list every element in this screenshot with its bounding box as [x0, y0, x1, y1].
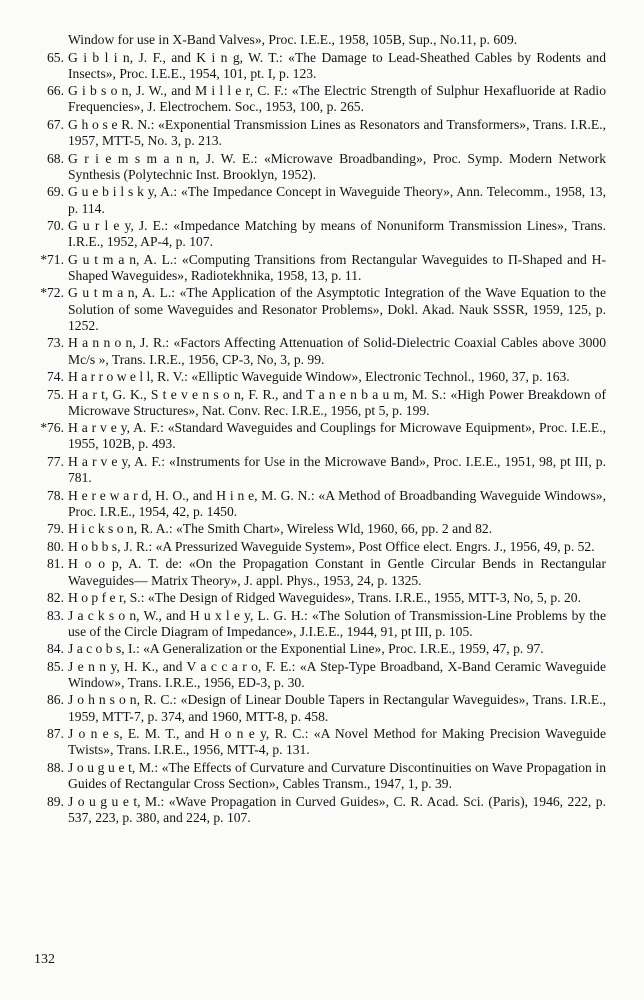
reference-text: H o p f e r, S.: «The Design of Ridged Waveguides», Trans. I.R.E., 1955, MTT-3, No, 5, p. 20.	[68, 590, 582, 606]
reference-number: 70.	[47, 218, 64, 234]
reference-item	[38, 726, 606, 758]
reference-item	[38, 539, 606, 555]
reference-number: 65.	[47, 49, 64, 65]
reference-item	[38, 184, 606, 216]
page-number: 132	[34, 952, 55, 967]
reference-text: H i c k s o n, R. A.: «The Smith Chart», Wireless Wld, 1960, 66, pp. 2 and 82.	[68, 521, 493, 537]
reference-item	[38, 218, 606, 250]
reference-item	[38, 521, 606, 537]
reference-text: J o n e s, E. M. T., and H o n e y, R. C.: «A Novel Method for Making Precision Waveguide Twists», Trans. I.R.E., 1956, MTT-4, p. 131.	[68, 726, 606, 758]
reference-item	[38, 83, 606, 115]
reference-number: 80.	[47, 538, 64, 554]
reference-number: 78.	[47, 487, 64, 503]
reference-text: J o u g u e t, M.: «Wave Propagation in Curved Guides», C. R. Acad. Sci. (Paris), 1946, 222, p. 537, 223, p. 380, and 224, p. 107.	[68, 793, 606, 825]
reference-item	[38, 335, 606, 367]
reference-text: G u t m a n, A. L.: «Computing Transitions from Rectangular Waveguides to П-Shaped and H-Shaped Waveguides», Radiotekhnika, 1958, 13, p. 11.	[68, 251, 606, 283]
reference-item	[38, 32, 606, 48]
reference-item	[38, 369, 606, 385]
reference-text: J o h n s o n, R. C.: «Design of Linear Double Tapers in Rectangular Waveguides», Trans. I.R.E., 1959, MTT-7, p. 374, and 1960, MTT-8, p. 458.	[68, 692, 606, 724]
reference-text: Window for use in X-Band Valves», Proc. I.E.E., 1958, 105B, Sup., No.11, p. 609.	[68, 32, 518, 47]
reference-number: 81.	[47, 556, 64, 572]
reference-text: G u r l e y, J. E.: «Impedance Matching by means of Nonuniform Transmission Lines», Trans. I.R.E., 1952, AP-4, p. 107.	[68, 218, 606, 250]
reference-number: 79.	[47, 521, 64, 537]
reference-text: H a r v e y, A. F.: «Instruments for Use in the Microwave Band», Proc. I.E.E., 1951, 98, pt III, p. 781.	[68, 453, 606, 486]
reference-item	[38, 252, 606, 284]
reference-item	[38, 488, 606, 520]
reference-text: J a c k s o n, W., and H u x l e y, L. G. H.: «The Solution of Transmission-Line Problems by the use of the Circle Diagram of Impedance», J.I.E.E., 1944, 91, pt III, p. 105.	[68, 607, 606, 639]
reference-text: H e r e w a r d, H. O., and H i n e, M. G. N.: «A Method of Broadbanding Waveguide Windows», Proc. I.R.E., 1954, 42, p. 1450.	[68, 487, 606, 519]
reference-number: 86.	[47, 692, 64, 708]
reference-text: J e n n y, H. K., and V a c c a r o, F. E.: «A Step-Type Broadband, X-Band Ceramic Waveguide Window», Trans. I.R.E., 1956, ED-3, p. 30.	[68, 658, 606, 690]
reference-number: 66.	[47, 83, 64, 99]
reference-number: 82.	[47, 590, 64, 606]
reference-item	[38, 387, 606, 419]
reference-text: G h o s e R. N.: «Exponential Transmission Lines as Resonators and Transformers», Trans. I.R.E., 1957, MTT-5, No. 3, p. 213.	[68, 116, 606, 149]
reference-item	[38, 454, 606, 486]
reference-number: *71.	[40, 251, 64, 267]
reference-text: G i b l i n, J. F., and K i n g, W. T.: «The Damage to Lead-Sheathed Cables by Rodents and Insects», Proc. I.E.E., 1954, 101, pt. I, p. 123.	[68, 49, 606, 81]
reference-item	[38, 556, 606, 588]
reference-number: 87.	[47, 726, 64, 742]
reference-number: 84.	[47, 641, 64, 657]
reference-text: H a r t, G. K., S t e v e n s o n, F. R., and T a n e n b a u m, M. S.: «High Power Breakdown of Microwave Structures», Nat. Conv. Rec. I.R.E., 1956, pt 5, p. 199.	[68, 386, 606, 418]
reference-item	[38, 50, 606, 82]
reference-item	[38, 151, 606, 183]
reference-text: G r i e m s m a n n, J. W. E.: «Microwave Broadbanding», Proc. Symp. Modern Network Synthesis (Polytechnic Inst. Brooklyn, 1952).	[68, 150, 606, 182]
reference-text: H o o p, A. T. de: «On the Propagation Constant in Gentle Circular Bends in Rectangular Waveguides— Matrix Theory», J. appl. Phys., 1953, 24, p. 1325.	[68, 556, 606, 588]
reference-item	[38, 794, 606, 826]
reference-number: 83.	[47, 607, 64, 623]
reference-number: *76.	[40, 420, 64, 436]
reference-item	[38, 760, 606, 792]
reference-number: 68.	[47, 150, 64, 166]
reference-number: 85.	[47, 658, 64, 674]
reference-text: J o u g u e t, M.: «The Effects of Curvature and Curvature Discontinuities on Wave Propagation in Guides of Rectangular Cross Section», Cables Transm., 1947, 1, p. 39.	[68, 759, 606, 792]
reference-item	[38, 692, 606, 724]
reference-number: 88.	[47, 759, 64, 775]
reference-item	[38, 285, 606, 334]
reference-text: H o b b s, J. R.: «A Pressurized Waveguide System», Post Office elect. Engrs. J., 1956, 49, p. 52.	[68, 538, 595, 554]
reference-number: 67.	[47, 116, 64, 132]
reference-number: *72.	[40, 285, 64, 301]
reference-text: H a r v e y, A. F.: «Standard Waveguides and Couplings for Microwave Equipment», Proc. I.E.E., 1955, 102B, p. 493.	[68, 420, 606, 452]
reference-text: H a n n o n, J. R.: «Factors Affecting Attenuation of Solid-Dielectric Coaxial Cables above 3000 Mc/s », Trans. I.R.E., 1956, CP-3, No, 3, p. 99.	[68, 335, 606, 367]
reference-number: 74.	[47, 369, 64, 385]
reference-item	[38, 641, 606, 657]
reference-item	[38, 608, 606, 640]
reference-number: 73.	[47, 335, 64, 351]
reference-item	[38, 420, 606, 452]
reference-list	[38, 32, 606, 826]
reference-item	[38, 117, 606, 149]
reference-item	[38, 659, 606, 691]
reference-text: H a r r o w e l l, R. V.: «Elliptic Waveguide Window», Electronic Technol., 1960, 37, p. 163.	[68, 369, 570, 385]
reference-text: J a c o b s, I.: «A Generalization or the Exponential Line», Proc. I.R.E., 1959, 47, p. 97.	[68, 641, 544, 657]
reference-text: G u e b i l s k y, A.: «The Impedance Concept in Waveguide Theory», Ann. Telecomm., 1958, 13, p. 114.	[68, 184, 606, 216]
reference-text: G u t m a n, A. L.: «The Application of the Asymptotic Integration of the Wave Equation to the Solution of some Waveguides and Resonator Problems», Dokl. Akad. Nauk SSSR, 1959, 125, p. 1252.	[68, 285, 606, 333]
reference-text: G i b s o n, J. W., and M i l l e r, C. F.: «The Electric Strength of Sulphur Hexafluoride at Radio Frequencies», J. Electrochem. Soc., 1953, 100, p. 265.	[68, 83, 606, 115]
reference-number: 77.	[47, 453, 64, 469]
reference-item	[38, 590, 606, 606]
reference-number: 75.	[47, 386, 64, 402]
reference-number: 89.	[47, 793, 64, 809]
reference-number: 69.	[47, 184, 64, 200]
